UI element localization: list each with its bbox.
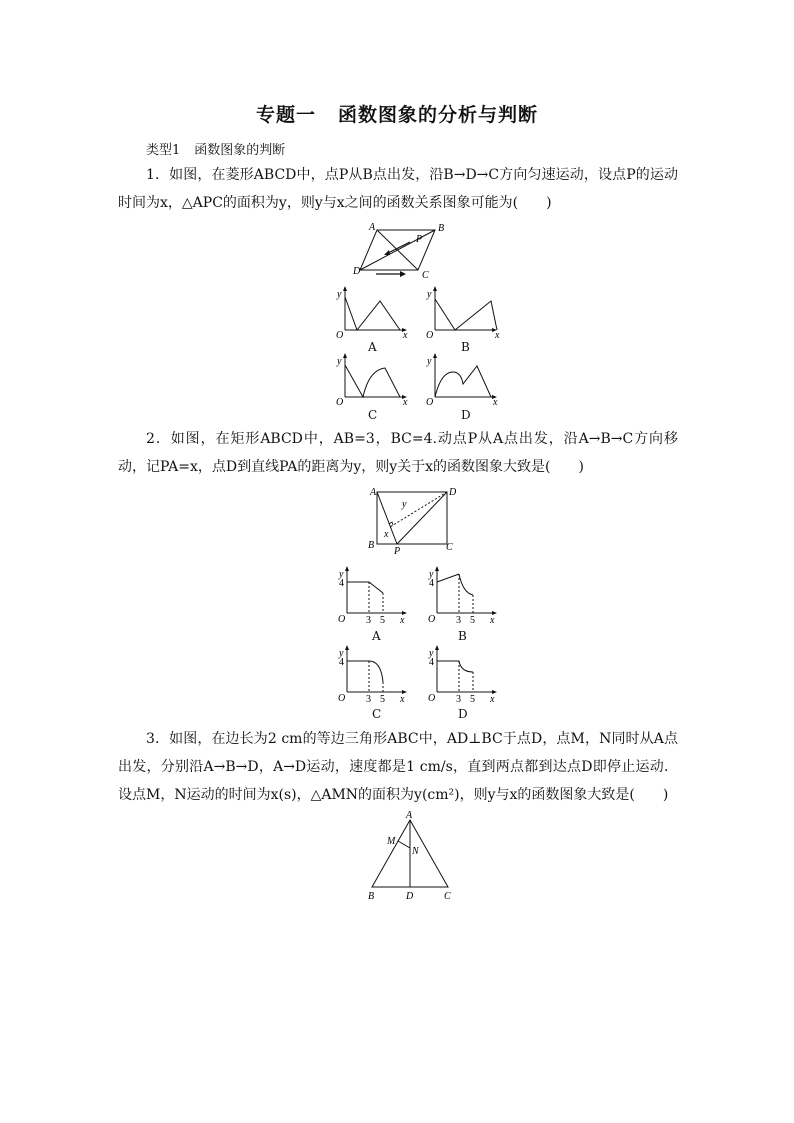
q2b-tick-5: 5 (470, 615, 475, 626)
q1c-y-label: y (337, 356, 342, 367)
section-heading (146, 139, 285, 158)
q3-triangle-figure (362, 810, 462, 902)
q2b-x-label: x (490, 615, 495, 626)
q2b-tick-3: 3 (456, 615, 461, 626)
q1-option-b-caption: B (461, 340, 470, 354)
q3-label-n: N (412, 846, 419, 857)
q3-label-m: M (387, 836, 396, 847)
q1a-origin: O (336, 330, 344, 341)
q2-label-y: y (402, 499, 407, 510)
q1-option-d-graph (425, 352, 505, 407)
q2d-y-label: y (429, 648, 434, 659)
q3-label-b: B (368, 891, 375, 902)
q1-label-p: P (416, 234, 423, 245)
q2-option-a-caption: A (372, 629, 381, 643)
q2-rectangle-figure (370, 487, 460, 557)
question-3-text: 3．如图，在边长为2 cm的等边三角形ABC中，AD⊥BC于点D，点M，N同时从A点出发，分别沿A→B→D，A→D运动，速度都是1 cm/s，直到两点都到达点D即停止运动．设点M，N运动的时间为x(s)，△AMN的面积为y(cm²)，则y与x的函数图象大致是( ) (118, 731, 678, 803)
q2c-tick-4: 4 (339, 657, 344, 668)
q2-label-b: B (368, 540, 375, 551)
q2c-y-label: y (339, 648, 344, 659)
q1-label-c: C (422, 270, 429, 281)
q2-option-d-caption: D (458, 707, 468, 721)
q2d-x-label: x (490, 694, 495, 705)
q2-label-d: D (449, 487, 457, 498)
section-label: 类型1 (146, 143, 181, 158)
section-name: 函数图象的判断 (194, 143, 286, 158)
page-title (0, 100, 794, 127)
q2-option-d-graph (425, 644, 505, 704)
q2b-origin: O (428, 614, 436, 625)
q2b-tick-4: 4 (429, 578, 434, 589)
q1b-origin: O (426, 330, 434, 341)
q2-option-a-graph (335, 565, 415, 625)
q1-option-c-graph (335, 352, 415, 407)
q2-option-b-caption: B (458, 629, 467, 643)
q2-label-x: x (384, 529, 389, 540)
q2-option-b-graph (425, 565, 505, 625)
q1b-y-label: y (427, 289, 432, 300)
q1c-x-label: x (403, 397, 408, 408)
q1-rhombus-figure (353, 220, 450, 281)
q2a-tick-3: 3 (366, 615, 371, 626)
q2d-tick-5: 5 (470, 694, 475, 705)
q1a-x-label: x (403, 330, 408, 341)
q3-label-d: D (406, 891, 414, 902)
q2c-tick-3: 3 (366, 694, 371, 705)
question-1-text: 1．如图，在菱形ABCD中，点P从B点出发，沿B→D→C方向匀速运动，设点P的运动时间为x，△APC的面积为y，则y与x之间的函数关系图象可能为( ) (118, 167, 678, 211)
q2-label-p: P (394, 546, 401, 557)
q1d-origin: O (426, 397, 434, 408)
q1-label-a: A (369, 222, 376, 233)
q1-option-b-graph (425, 285, 505, 340)
q2c-tick-5: 5 (380, 694, 385, 705)
title-sub: 函数图象的分析与判断 (338, 104, 539, 126)
q1-label-d: D (353, 266, 361, 277)
q3-label-c: C (444, 891, 451, 902)
q1b-x-label: x (495, 330, 500, 341)
q2a-tick-4: 4 (339, 578, 344, 589)
q2c-origin: O (338, 693, 346, 704)
q2-option-c-graph (335, 644, 415, 704)
q1-option-c-caption: C (368, 408, 378, 422)
q1d-x-label: x (493, 397, 498, 408)
q2b-y-label: y (429, 569, 434, 580)
q2a-origin: O (338, 614, 346, 625)
q2a-y-label: y (339, 569, 344, 580)
q1-option-a-graph (335, 285, 415, 340)
q1-option-d-caption: D (461, 408, 471, 422)
question-2-text: 2．如图，在矩形ABCD中，AB=3，BC=4.动点P从A点出发，沿A→B→C方向移动，记PA=x，点D到直线PA的距离为y，则y关于x的函数图象大致是( ) (118, 431, 678, 475)
q2d-tick-4: 4 (429, 657, 434, 668)
q1-option-a-caption: A (368, 340, 377, 354)
q2a-x-label: x (400, 615, 405, 626)
q2d-tick-3: 3 (456, 694, 461, 705)
q1-label-b: B (438, 223, 445, 234)
q2d-origin: O (428, 693, 436, 704)
q3-label-a: A (406, 810, 413, 821)
q1d-y-label: y (427, 356, 432, 367)
q2a-tick-5: 5 (380, 615, 385, 626)
q1c-origin: O (336, 397, 344, 408)
q2c-x-label: x (400, 694, 405, 705)
q2-label-a: A (370, 487, 377, 498)
q2-option-c-caption: C (372, 707, 382, 721)
title-main: 专题一 (255, 104, 316, 126)
q1a-y-label: y (337, 289, 342, 300)
q2-label-c: C (446, 542, 453, 553)
